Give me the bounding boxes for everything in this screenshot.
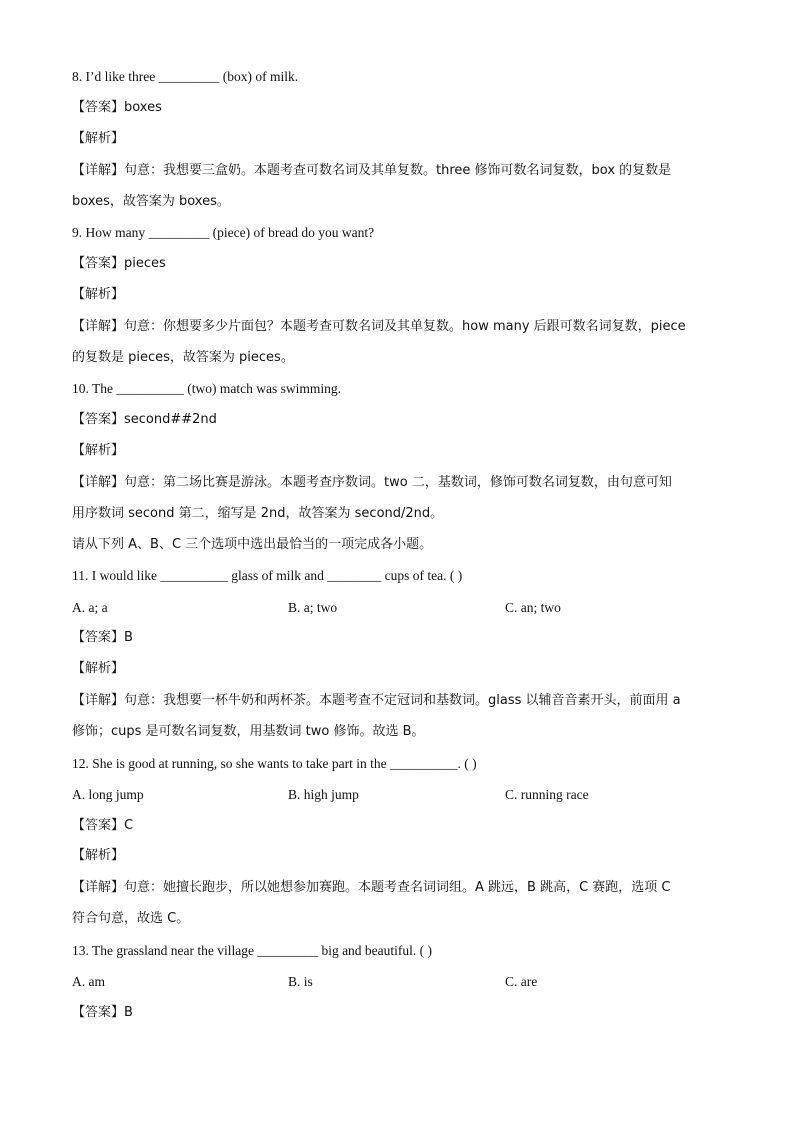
detail-9-line-2: 的复数是 pieces，故答案为 pieces。	[72, 350, 294, 365]
options-11	[72, 600, 732, 616]
question-12: 12. She is good at running, so she wants to take part in the __________. ( )	[72, 756, 477, 771]
detail-12-line-1: 【详解】句意：她擅长跑步，所以她想参加赛跑。本题考查名词词组。A 跳远，B 跳高，C 赛跑，选项 C	[72, 880, 671, 895]
section-instruction: 请从下列 A、B、C 三个选项中选出最恰当的一项完成各小题。	[72, 537, 433, 552]
question-8: 8. I’d like three _________ (box) of milk.	[72, 69, 299, 84]
question-9: 9. How many _________ (piece) of bread do you want?	[72, 225, 375, 240]
analysis-12: 【解析】	[72, 848, 125, 863]
detail-11-line-2: 修饰；cups 是可数名词复数，用基数词 two 修饰。故选 B。	[72, 724, 425, 739]
option-11-c: C. an; two	[505, 600, 561, 615]
option-12-c: C. running race	[505, 787, 589, 802]
options-12	[72, 787, 732, 803]
detail-12-line-2: 符合句意，故选 C。	[72, 911, 190, 926]
answer-9: 【答案】pieces	[72, 256, 166, 271]
analysis-9: 【解析】	[72, 287, 125, 302]
analysis-8: 【解析】	[72, 131, 125, 146]
answer-10: 【答案】second##2nd	[72, 412, 217, 427]
options-13	[72, 974, 732, 990]
option-12-a: A. long jump	[72, 787, 144, 802]
analysis-10: 【解析】	[72, 443, 125, 458]
answer-11: 【答案】B	[72, 630, 133, 645]
option-13-b: B. is	[288, 974, 313, 989]
analysis-11: 【解析】	[72, 661, 125, 676]
option-11-b: B. a; two	[288, 600, 338, 615]
detail-8-line-1: 【详解】句意：我想要三盒奶。本题考查可数名词及其单复数。three 修饰可数名词复数，box 的复数是	[72, 163, 672, 178]
option-11-a: A. a; a	[72, 600, 108, 615]
answer-12: 【答案】C	[72, 818, 134, 833]
option-12-b: B. high jump	[288, 787, 359, 802]
option-13-c: C. are	[505, 974, 538, 989]
detail-9-line-1: 【详解】句意：你想要多少片面包？本题考查可数名词及其单复数。how many 后跟可数名词复数，piece	[72, 319, 686, 334]
detail-10-line-1: 【详解】句意：第二场比赛是游泳。本题考查序数词。two 二，基数词，修饰可数名词复数，由句意可知	[72, 475, 672, 490]
question-11: 11. I would like __________ glass of milk and ________ cups of tea. ( )	[72, 568, 463, 583]
answer-8: 【答案】boxes	[72, 100, 162, 115]
detail-8-line-2: boxes，故答案为 boxes。	[72, 194, 230, 209]
detail-11-line-1: 【详解】句意：我想要一杯牛奶和两杯茶。本题考查不定冠词和基数词。glass 以辅音音素开头，前面用 a	[72, 693, 681, 708]
option-13-a: A. am	[72, 974, 105, 989]
question-10: 10. The __________ (two) match was swimming.	[72, 381, 341, 396]
detail-10-line-2: 用序数词 second 第二，缩写是 2nd，故答案为 second/2nd。	[72, 506, 444, 521]
answer-13: 【答案】B	[72, 1005, 133, 1020]
question-13: 13. The grassland near the village _________ big and beautiful. ( )	[72, 943, 433, 958]
